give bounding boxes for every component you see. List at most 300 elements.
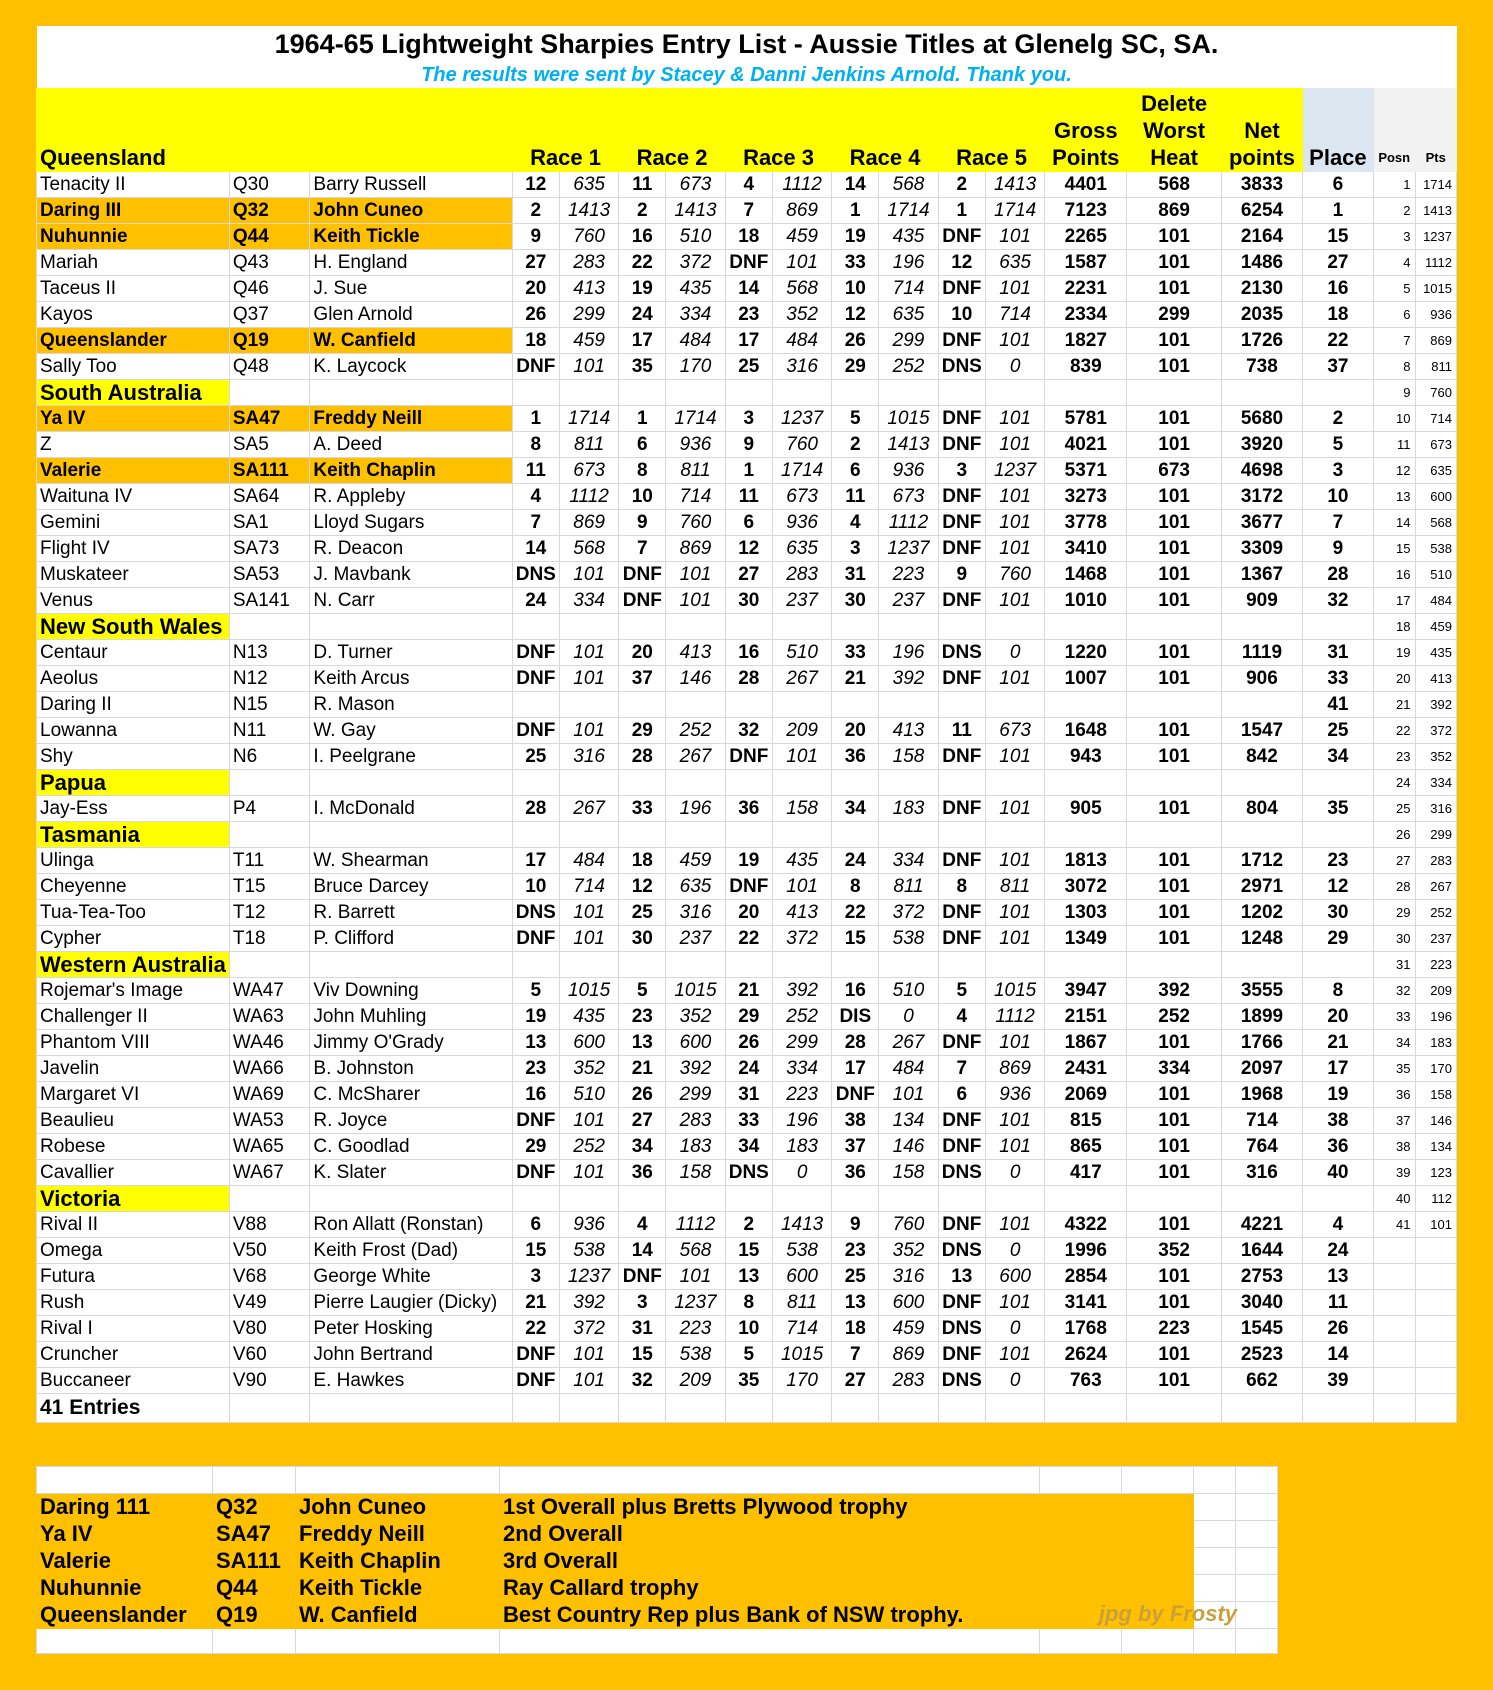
entries-row: [37, 1394, 1457, 1423]
race-position: 19: [725, 848, 772, 874]
net-points: 5680: [1222, 406, 1303, 432]
boat-sail: V60: [229, 1342, 310, 1368]
empty-cell: [512, 380, 559, 406]
page-subtitle: The results were sent by Stacey & Danni Jenkins Arnold. Thank you.: [37, 62, 1457, 89]
scale-pts: 252: [1415, 900, 1457, 926]
table-row: [37, 848, 1457, 874]
race-points: 936: [879, 458, 939, 484]
boat-boat: Gemini: [37, 510, 230, 536]
race-position: 38: [832, 1108, 879, 1134]
empty-cell: [1236, 1548, 1278, 1575]
race-position: 11: [725, 484, 772, 510]
net-points: 662: [1222, 1368, 1303, 1394]
race-position: 9: [938, 562, 985, 588]
place: 12: [1302, 874, 1373, 900]
boat-sail: V50: [229, 1238, 310, 1264]
boat-skipper: H. England: [310, 250, 512, 276]
race-position: 16: [512, 1082, 559, 1108]
boat-skipper: P. Clifford: [310, 926, 512, 952]
race-points: 600: [879, 1290, 939, 1316]
delete-worst-heat: 101: [1127, 1160, 1222, 1186]
race-points: 1413: [879, 432, 939, 458]
race-points: 352: [666, 1004, 726, 1030]
race-points: 568: [559, 536, 619, 562]
scale-pts: 1413: [1415, 198, 1457, 224]
race-points: 252: [559, 1134, 619, 1160]
race-position: 9: [725, 432, 772, 458]
boat-sail: Q30: [229, 172, 310, 198]
race-points: 714: [772, 1316, 832, 1342]
gross-points: [1045, 692, 1127, 718]
boat-sail: Q32: [229, 198, 310, 224]
boat-skipper: C. Goodlad: [310, 1134, 512, 1160]
race-position: 23: [512, 1056, 559, 1082]
race-position: 16: [832, 978, 879, 1004]
table-row: [37, 1082, 1457, 1108]
race-points: 299: [559, 302, 619, 328]
empty-cell: [1415, 1290, 1457, 1316]
race-points: 223: [879, 562, 939, 588]
boat-skipper: George White: [310, 1264, 512, 1290]
delete-worst-heat: 352: [1127, 1238, 1222, 1264]
scale-pts: 413: [1415, 666, 1457, 692]
race-position: 18: [725, 224, 772, 250]
race-position: 31: [725, 1082, 772, 1108]
boat-boat: Robese: [37, 1134, 230, 1160]
table-row: [37, 1212, 1457, 1238]
race-position: 36: [725, 796, 772, 822]
boat-sail: WA66: [229, 1056, 310, 1082]
boat-sail: V80: [229, 1316, 310, 1342]
scale-pts: 101: [1415, 1212, 1457, 1238]
delete-worst-heat: 392: [1127, 978, 1222, 1004]
column-headers: [37, 89, 1457, 172]
delete-worst-heat: 101: [1127, 1342, 1222, 1368]
boat-boat: Daring III: [37, 198, 230, 224]
scale-posn: 39: [1373, 1160, 1415, 1186]
gross-points: 905: [1045, 796, 1127, 822]
boat-boat: Taceus II: [37, 276, 230, 302]
race-points: 0: [879, 1004, 939, 1030]
results-table: [36, 26, 1457, 1423]
race-position: 12: [619, 874, 666, 900]
place: 30: [1302, 900, 1373, 926]
race-points: 267: [772, 666, 832, 692]
race-position: 25: [725, 354, 772, 380]
place: 17: [1302, 1056, 1373, 1082]
race-position: 3: [938, 458, 985, 484]
race-points: 101: [985, 900, 1045, 926]
empty-cell: [725, 1394, 772, 1423]
boat-skipper: Peter Hosking: [310, 1316, 512, 1342]
delete-worst-heat: 101: [1127, 744, 1222, 770]
table-row: [37, 406, 1457, 432]
net-points: 1726: [1222, 328, 1303, 354]
place: 29: [1302, 926, 1373, 952]
net-points: 2035: [1222, 302, 1303, 328]
gross-points: 2624: [1045, 1342, 1127, 1368]
empty-cell: [985, 822, 1045, 848]
race-position: 3: [725, 406, 772, 432]
place: 18: [1302, 302, 1373, 328]
boat-boat: Daring II: [37, 692, 230, 718]
scale-pts: 484: [1415, 588, 1457, 614]
race-points: 1237: [879, 536, 939, 562]
empty-cell: [832, 1186, 879, 1212]
place: 2: [1302, 406, 1373, 432]
race-points: 1015: [666, 978, 726, 1004]
boat-skipper: R. Joyce: [310, 1108, 512, 1134]
delete-worst-heat: 101: [1127, 900, 1222, 926]
scale-pts: 673: [1415, 432, 1457, 458]
race-points: 101: [985, 536, 1045, 562]
race-points: 1413: [772, 1212, 832, 1238]
net-points: 1119: [1222, 640, 1303, 666]
page-title: 1964-65 Lightweight Sharpies Entry List - Aussie Titles at Glenelg SC, SA.: [37, 26, 1457, 62]
race-points: 510: [772, 640, 832, 666]
boat-sail: Q44: [229, 224, 310, 250]
race-points: 510: [559, 1082, 619, 1108]
place: 19: [1302, 1082, 1373, 1108]
state-name: South Australia: [37, 380, 230, 406]
award-sail: SA47: [213, 1521, 296, 1548]
empty-cell: [1194, 1629, 1236, 1654]
empty-cell: [213, 1629, 296, 1654]
boat-skipper: A. Deed: [310, 432, 512, 458]
empty-cell: [725, 614, 772, 640]
race-points: 101: [666, 588, 726, 614]
boat-boat: Ulinga: [37, 848, 230, 874]
race-position: 13: [725, 1264, 772, 1290]
scale-posn: 40: [1373, 1186, 1415, 1212]
empty-cell: [1373, 1368, 1415, 1394]
state-name: Papua: [37, 770, 230, 796]
table-row: [37, 978, 1457, 1004]
empty-cell: [1373, 1342, 1415, 1368]
award-sail: Q44: [213, 1575, 296, 1602]
race-position: 18: [512, 328, 559, 354]
race-position: 10: [619, 484, 666, 510]
scale-pts: 316: [1415, 796, 1457, 822]
race-points: 101: [772, 744, 832, 770]
boat-sail: SA53: [229, 562, 310, 588]
empty-cell: [666, 1186, 726, 1212]
boat-boat: Javelin: [37, 1056, 230, 1082]
race-position: 34: [725, 1134, 772, 1160]
race-points: 101: [985, 1290, 1045, 1316]
race-position: 28: [832, 1030, 879, 1056]
race-position: DNF: [938, 432, 985, 458]
empty-cell: [725, 380, 772, 406]
race-position: 17: [512, 848, 559, 874]
empty-cell: [938, 1186, 985, 1212]
table-row: [37, 588, 1457, 614]
scale-posn: 23: [1373, 744, 1415, 770]
empty-cell: [1045, 1394, 1127, 1423]
award-row: [37, 1575, 1278, 1602]
race-points: 352: [559, 1056, 619, 1082]
place: 11: [1302, 1290, 1373, 1316]
net-points: 316: [1222, 1160, 1303, 1186]
empty-cell: [1373, 1316, 1415, 1342]
race-position: 31: [619, 1316, 666, 1342]
empty-cell: [938, 614, 985, 640]
empty-cell: [229, 952, 310, 978]
boat-boat: Cavallier: [37, 1160, 230, 1186]
race-position: DNF: [938, 900, 985, 926]
race-position: 20: [512, 276, 559, 302]
gross-points: 1468: [1045, 562, 1127, 588]
scale-pts: 811: [1415, 354, 1457, 380]
race-position: 9: [512, 224, 559, 250]
empty-cell: [1222, 1394, 1303, 1423]
scale-posn: 4: [1373, 250, 1415, 276]
race-points: 372: [879, 900, 939, 926]
empty-cell: [938, 822, 985, 848]
race-points: 237: [879, 588, 939, 614]
boat-boat: Tenacity II: [37, 172, 230, 198]
race-position: 1: [832, 198, 879, 224]
boat-skipper: Keith Arcus: [310, 666, 512, 692]
race-position: 20: [832, 718, 879, 744]
place: 9: [1302, 536, 1373, 562]
race-points: 101: [666, 1264, 726, 1290]
race-position: 6: [938, 1082, 985, 1108]
gross-points: 2069: [1045, 1082, 1127, 1108]
empty-cell: [1236, 1629, 1278, 1654]
race-position: 7: [619, 536, 666, 562]
delete-worst-heat: 101: [1127, 848, 1222, 874]
net-points: 714: [1222, 1108, 1303, 1134]
race-position: 7: [938, 1056, 985, 1082]
gross-points: 763: [1045, 1368, 1127, 1394]
delete-worst-heat: [1127, 692, 1222, 718]
boat-skipper: Glen Arnold: [310, 302, 512, 328]
empty-cell: [725, 822, 772, 848]
race-position: 18: [619, 848, 666, 874]
race-position: DNF: [512, 926, 559, 952]
empty-cell: [1127, 770, 1222, 796]
net-points: 3309: [1222, 536, 1303, 562]
race-position: DNF: [512, 354, 559, 380]
empty-cell: [1415, 1394, 1457, 1423]
scale-pts: 267: [1415, 874, 1457, 900]
race-position: 11: [619, 172, 666, 198]
table-row: [37, 562, 1457, 588]
award-description: Best Country Rep plus Bank of NSW trophy.: [500, 1602, 1194, 1629]
race-position: DNS: [725, 1160, 772, 1186]
race-points: 568: [666, 1238, 726, 1264]
race-points: 146: [666, 666, 726, 692]
empty-cell: [938, 380, 985, 406]
empty-cell: [310, 1186, 512, 1212]
race-points: 1112: [559, 484, 619, 510]
place: 13: [1302, 1264, 1373, 1290]
race-points: 1714: [985, 198, 1045, 224]
race-points: 1714: [666, 406, 726, 432]
boat-skipper: Ron Allatt (Ronstan): [310, 1212, 512, 1238]
race-position: 3: [512, 1264, 559, 1290]
delete-worst-heat: 101: [1127, 1212, 1222, 1238]
boat-sail: WA47: [229, 978, 310, 1004]
entries-count: 41 Entries: [37, 1394, 230, 1423]
boat-sail: V88: [229, 1212, 310, 1238]
scale-posn: 34: [1373, 1030, 1415, 1056]
race-points: 101: [559, 666, 619, 692]
race-position: 35: [619, 354, 666, 380]
race-points: 101: [985, 1134, 1045, 1160]
boat-boat: Sally Too: [37, 354, 230, 380]
race-points: 101: [985, 484, 1045, 510]
race-points: 484: [772, 328, 832, 354]
boat-sail: N13: [229, 640, 310, 666]
scale-pts: 134: [1415, 1134, 1457, 1160]
boat-skipper: R. Deacon: [310, 536, 512, 562]
race-points: 0: [985, 354, 1045, 380]
race-points: 811: [559, 432, 619, 458]
empty-cell: [666, 952, 726, 978]
award-skipper: John Cuneo: [296, 1494, 500, 1521]
empty-cell: [619, 380, 666, 406]
boat-sail: V90: [229, 1368, 310, 1394]
boat-skipper: K. Slater: [310, 1160, 512, 1186]
state-row: [37, 952, 1457, 978]
race-position: 36: [619, 1160, 666, 1186]
boat-boat: Waituna IV: [37, 484, 230, 510]
state-name: Victoria: [37, 1186, 230, 1212]
race-position: DNF: [938, 1108, 985, 1134]
race-position: 26: [619, 1082, 666, 1108]
table-row: [37, 198, 1457, 224]
boat-skipper: John Cuneo: [310, 198, 512, 224]
net-points: 2971: [1222, 874, 1303, 900]
gross-points: 3141: [1045, 1290, 1127, 1316]
race-position: 5: [832, 406, 879, 432]
state-row: [37, 822, 1457, 848]
race-position: 13: [619, 1030, 666, 1056]
race-points: 435: [666, 276, 726, 302]
race-points: 101: [559, 1108, 619, 1134]
scale-posn: 17: [1373, 588, 1415, 614]
race-points: 413: [666, 640, 726, 666]
race-position: 17: [619, 328, 666, 354]
race-points: 101: [985, 224, 1045, 250]
net-points: 4221: [1222, 1212, 1303, 1238]
race-points: 413: [879, 718, 939, 744]
race-points: 196: [879, 640, 939, 666]
scale-posn: 33: [1373, 1004, 1415, 1030]
boat-skipper: B. Johnston: [310, 1056, 512, 1082]
race-points: 101: [985, 1212, 1045, 1238]
scale-posn: 25: [1373, 796, 1415, 822]
scale-posn: 24: [1373, 770, 1415, 796]
place: 26: [1302, 1316, 1373, 1342]
empty-cell: [229, 822, 310, 848]
empty-cell: [832, 770, 879, 796]
race-points: 101: [985, 432, 1045, 458]
race-points: 600: [666, 1030, 726, 1056]
empty-cell: [1222, 952, 1303, 978]
boat-skipper: R. Barrett: [310, 900, 512, 926]
race-points: 223: [772, 1082, 832, 1108]
race-position: DNF: [512, 666, 559, 692]
race-points: 101: [772, 250, 832, 276]
race-position: 2: [938, 172, 985, 198]
race-points: 673: [666, 172, 726, 198]
race-points: 0: [985, 1368, 1045, 1394]
empty-cell: [1302, 1186, 1373, 1212]
table-row: [37, 744, 1457, 770]
race-points: 392: [879, 666, 939, 692]
race-position: 34: [619, 1134, 666, 1160]
boat-skipper: J. Mavbank: [310, 562, 512, 588]
scale-pts: 760: [1415, 380, 1457, 406]
boat-skipper: Viv Downing: [310, 978, 512, 1004]
net-points: 1547: [1222, 718, 1303, 744]
race-points: 0: [985, 640, 1045, 666]
race-points: 267: [879, 1030, 939, 1056]
race-position: DNS: [938, 354, 985, 380]
race-points: 869: [666, 536, 726, 562]
empty-cell: [1045, 1186, 1127, 1212]
boat-sail: SA64: [229, 484, 310, 510]
place: 39: [1302, 1368, 1373, 1394]
race-points: 334: [772, 1056, 832, 1082]
place: 37: [1302, 354, 1373, 380]
empty-cell: [619, 1186, 666, 1212]
boat-sail: SA47: [229, 406, 310, 432]
net-points: 1712: [1222, 848, 1303, 874]
gross-points: 7123: [1045, 198, 1127, 224]
race-position: 15: [512, 1238, 559, 1264]
boat-boat: Margaret VI: [37, 1082, 230, 1108]
race-position: 21: [619, 1056, 666, 1082]
boat-sail: WA67: [229, 1160, 310, 1186]
race-points: 869: [985, 1056, 1045, 1082]
table-row: [37, 1238, 1457, 1264]
race-points: 1015: [559, 978, 619, 1004]
award-skipper: Freddy Neill: [296, 1521, 500, 1548]
gross-points: 2231: [1045, 276, 1127, 302]
net-points: 1248: [1222, 926, 1303, 952]
place: 5: [1302, 432, 1373, 458]
race-position: DNF: [938, 744, 985, 770]
race-points: 101: [559, 562, 619, 588]
award-boat: Ya IV: [37, 1521, 213, 1548]
race-points: 252: [772, 1004, 832, 1030]
empty-cell: [985, 952, 1045, 978]
race-position: 7: [512, 510, 559, 536]
boat-skipper: Keith Tickle: [310, 224, 512, 250]
race-points: 101: [985, 1342, 1045, 1368]
table-row: [37, 510, 1457, 536]
race-position: 25: [512, 744, 559, 770]
empty-cell: [1415, 1368, 1457, 1394]
race-position: 11: [832, 484, 879, 510]
gross-points: 5781: [1045, 406, 1127, 432]
scale-posn: 7: [1373, 328, 1415, 354]
table-row: [37, 640, 1457, 666]
empty-cell: [772, 770, 832, 796]
empty-cell: [1194, 1575, 1236, 1602]
race-position: 27: [725, 562, 772, 588]
delete-worst-heat: 101: [1127, 276, 1222, 302]
race-position: 17: [832, 1056, 879, 1082]
empty-cell: [879, 952, 939, 978]
race-position: DNF: [938, 276, 985, 302]
table-row: [37, 1264, 1457, 1290]
empty-cell: [619, 770, 666, 796]
